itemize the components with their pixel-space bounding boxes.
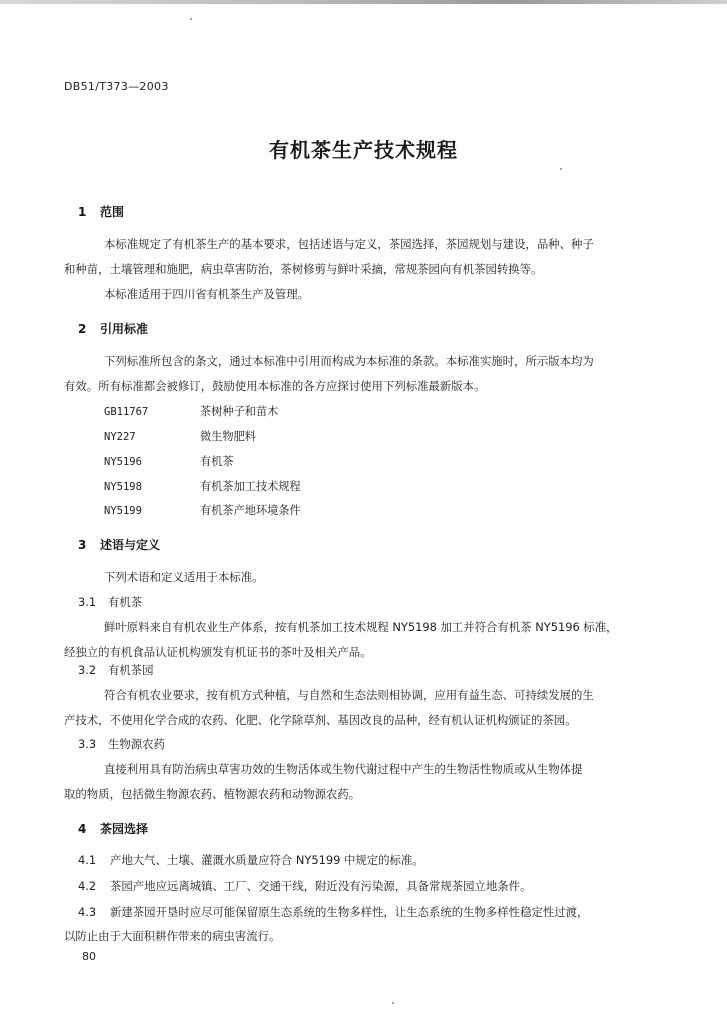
section-3-heading — [78, 536, 160, 553]
clause-4-2 — [78, 878, 531, 894]
definition-term: 有机茶 — [108, 595, 143, 609]
scan-top-edge — [0, 0, 727, 4]
standard-name: 有机茶 — [200, 455, 234, 468]
section-number: 2 — [78, 322, 87, 336]
clause-number: 4.3 — [78, 905, 97, 919]
section-number: 1 — [78, 205, 87, 219]
referenced-standard-row — [104, 453, 234, 469]
definition-number: 3.3 — [78, 737, 97, 751]
document-code: DB51/T373—2003 — [64, 80, 169, 93]
page-number: 80 — [82, 950, 96, 963]
standard-code: NY5196 — [104, 456, 142, 468]
clause-4-3 — [78, 904, 588, 920]
paragraph-line: 本标准规定了有机茶生产的基本要求，包括述语与定义，茶园选择，茶园规划与建设，品种、种子 — [104, 237, 594, 251]
paragraph-line: 经独立的有机食品认证机构颁发有机证书的茶叶及相关产品。 — [64, 645, 372, 659]
clause-text: 新建茶园开垦时应尽可能保留原生态系统的生物多样性，让生态系统的生物多样性稳定性过渡， — [110, 905, 589, 919]
paragraph-line: 鲜叶原料来自有机农业生产体系，按有机茶加工技术规程 NY5198 加工并符合有机茶 NY5196 标准， — [104, 620, 618, 634]
standard-name: 有机茶加工技术规程 — [200, 480, 301, 493]
section-2-heading — [78, 320, 148, 337]
standard-code: NY5198 — [104, 481, 142, 493]
referenced-standard-row — [104, 502, 301, 518]
paragraph-line: 产技术，不使用化学合成的农药、化肥、化学除草剂、基因改良的品种，经有机认证机构颁证的茶园。 — [64, 713, 577, 727]
paragraph-line: 下列术语和定义适用于本标准。 — [104, 570, 264, 584]
definition-term: 有机茶园 — [108, 663, 154, 677]
definition-term: 生物源农药 — [108, 737, 165, 751]
scan-speck — [560, 168, 562, 170]
standard-code: NY5199 — [104, 505, 142, 517]
section-title: 引用标准 — [100, 322, 149, 336]
clause-4-1 — [78, 852, 424, 868]
paragraph-line: 直接利用具有防治病虫草害功效的生物活体或生物代谢过程中产生的生物活性物质或从生物体提 — [104, 762, 583, 776]
paragraph-line: 取的物质，包括微生物源农药、植物源农药和动物源农药。 — [64, 787, 361, 801]
paragraph-line: 以防止由于大面积耕作带来的病虫害流行。 — [64, 929, 281, 943]
section-1-heading — [78, 203, 124, 220]
document-title: 有机茶生产技术规程 — [269, 138, 458, 162]
scan-speck — [392, 1002, 394, 1004]
definition-3-3-heading — [78, 736, 165, 752]
scan-speck — [190, 18, 192, 20]
referenced-standard-row — [104, 403, 278, 419]
clause-text: 茶园产地应远离城镇、工厂、交通干线，附近没有污染源，具备常规茶园立地条件。 — [110, 879, 532, 893]
paragraph-line: 有效。所有标准都会被修订，鼓励使用本标准的各方应探讨使用下列标准最新版本。 — [64, 379, 486, 393]
paragraph-line: 和种苗，土壤管理和施肥，病虫草害防治，茶树修剪与鲜叶采摘，常规茶园向有机茶园转换等。 — [64, 262, 543, 276]
paragraph-line: 本标准适用于四川省有机茶生产及管理。 — [104, 287, 310, 301]
referenced-standard-row — [104, 428, 256, 444]
section-title: 述语与定义 — [100, 538, 161, 552]
definition-3-1-heading — [78, 594, 142, 610]
clause-number: 4.1 — [78, 853, 97, 867]
section-title: 范围 — [100, 205, 125, 219]
section-title: 茶园选择 — [100, 822, 149, 836]
paragraph-line: 符合有机农业要求，按有机方式种植，与自然和生态法则相协调，应用有益生态、可持续发展的生 — [104, 688, 594, 702]
definition-number: 3.1 — [78, 595, 97, 609]
section-number: 3 — [78, 538, 87, 552]
definition-3-2-heading — [78, 662, 154, 678]
clause-number: 4.2 — [78, 879, 97, 893]
standard-name: 微生物肥料 — [200, 430, 256, 443]
paragraph-line: 下列标准所包含的条文，通过本标准中引用而构成为本标准的条款。本标准实施时，所示版本均为 — [104, 354, 594, 368]
standard-name: 有机茶产地环境条件 — [200, 504, 301, 517]
clause-text: 产地大气、土壤、灌溉水质量应符合 NY5199 中规定的标准。 — [110, 853, 424, 867]
section-4-heading — [78, 820, 148, 837]
standard-code: NY227 — [104, 431, 136, 443]
definition-number: 3.2 — [78, 663, 97, 677]
section-number: 4 — [78, 822, 87, 836]
standard-code: GB11767 — [104, 406, 149, 418]
referenced-standard-row — [104, 478, 301, 494]
standard-name: 茶树种子和苗木 — [200, 405, 279, 418]
